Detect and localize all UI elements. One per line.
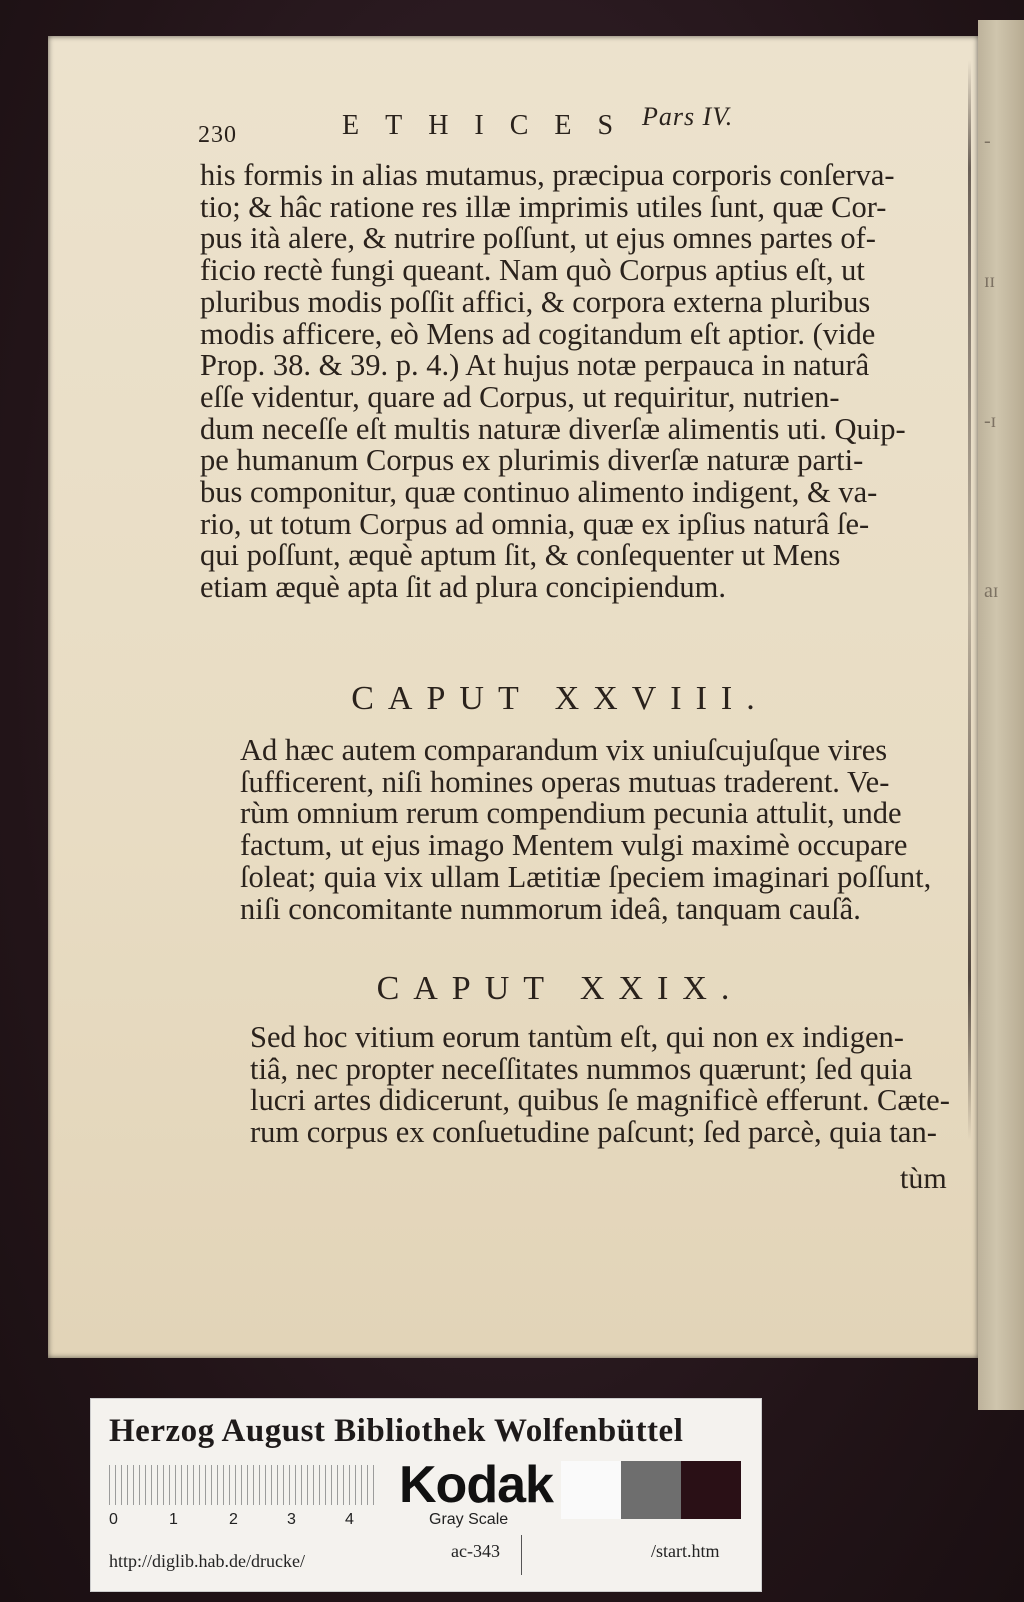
text-line: etiam æquè apta ſit ad plura concipiendum. bbox=[200, 570, 726, 605]
text-line: bus componitur, quæ continuo alimento indigent, & va- bbox=[200, 475, 878, 510]
text-line: ſufficerent, niſi homines operas mutuas traderent. Ve- bbox=[240, 764, 890, 799]
library-url: http://diglib.hab.de/drucke/ bbox=[109, 1551, 305, 1571]
text-line: qui poſſunt, æquè aptum ſit, & conſequenter ut Mens bbox=[200, 538, 841, 573]
shelfmark-code: ac-343 bbox=[451, 1541, 500, 1561]
text-line: rio, ut totum Corpus ad omnia, quæ ex ipſius naturâ ſe- bbox=[200, 506, 870, 541]
ruler-number: 4 bbox=[345, 1511, 354, 1528]
text-line: niſi concomitante nummorum ideâ, tanquam cauſâ. bbox=[240, 891, 861, 926]
text-line: Ad hæc autem comparandum vix uniuſcujuſque vires bbox=[240, 733, 888, 767]
text-line: pe humanum Corpus ex plurimis diverſæ naturæ parti- bbox=[200, 443, 864, 478]
chapter-heading-28: CAPUT XXVIII. bbox=[351, 680, 769, 717]
adjacent-page-edge: - ɪɪ -ɪ aɪ bbox=[978, 20, 1024, 1410]
text-line: pluribus modis poſſit affici, & corpora externa pluribus bbox=[200, 284, 871, 319]
text-line: ficio rectè fungi queant. Nam quò Corpus aptius eſt, ut bbox=[200, 253, 865, 288]
color-target-card bbox=[90, 1398, 762, 1592]
ruler-number: 3 bbox=[287, 1511, 296, 1528]
text-line: modis afficere, eò Mens ad cogitandum eſt aptior. (vide bbox=[200, 316, 876, 351]
text-line: lucri artes didicerunt, quibus ſe magnificè efferunt. Cæte- bbox=[250, 1083, 950, 1118]
text-line: ſoleat; quia vix ullam Lætitiæ ſpeciem imaginari poſſunt, bbox=[240, 859, 932, 894]
gray-swatch-white bbox=[561, 1461, 621, 1519]
text-line: tio; & hâc ratione res illæ imprimis utiles ſunt, quæ Cor- bbox=[200, 189, 887, 224]
text-line: tiâ, nec propter neceſſitates nummos quærunt; ſed quia bbox=[250, 1051, 913, 1086]
ruler-number: 1 bbox=[169, 1511, 178, 1528]
text-line: Sed hoc vitium eorum tantùm eſt, qui non ex indigen- bbox=[250, 1020, 904, 1054]
page-text bbox=[150, 60, 970, 1195]
gray-swatch-dark bbox=[681, 1461, 741, 1519]
text-line: Prop. 38. & 39. p. 4.) At hujus notæ perpauca in naturâ bbox=[200, 348, 870, 383]
running-title: ETHICES bbox=[342, 110, 640, 141]
text-line: rum corpus ex conſuetudine paſcunt; ſed parcè, quia tan- bbox=[250, 1115, 937, 1150]
divider bbox=[521, 1535, 522, 1575]
library-name: Herzog August Bibliothek Wolfenbüttel bbox=[109, 1413, 684, 1449]
running-head bbox=[150, 60, 970, 148]
part-label: Pars IV. bbox=[642, 102, 734, 131]
text-line: rùm omnium rerum compendium pecunia attulit, unde bbox=[240, 796, 902, 831]
ruler-number: 2 bbox=[229, 1511, 238, 1528]
text-line: his formis in alias mutamus, præcipua corporis conſerva- bbox=[200, 158, 895, 192]
text-line: pus ità alere, & nutrire poſſunt, ut ejus omnes partes of- bbox=[200, 221, 876, 256]
ruler-scale bbox=[109, 1465, 379, 1505]
gray-swatch-mid bbox=[621, 1461, 681, 1519]
page-number: 230 bbox=[198, 122, 237, 148]
gray-scale-label: Gray Scale bbox=[429, 1511, 509, 1528]
chapter-heading-29: CAPUT XXIX. bbox=[376, 970, 744, 1007]
paragraph-2 bbox=[240, 735, 940, 925]
kodak-logo: Kodak bbox=[399, 1456, 553, 1514]
text-line: eſſe videntur, quare ad Corpus, ut requiritur, nutrien- bbox=[200, 379, 840, 414]
catchword: tùm bbox=[900, 1162, 947, 1195]
text-line: dum neceſſe eſt multis naturæ diverſæ alimentis uti. Quip- bbox=[200, 411, 906, 446]
ruler-number: 0 bbox=[109, 1511, 118, 1528]
text-line: factum, ut ejus imago Mentem vulgi maximè occupare bbox=[240, 828, 908, 863]
paragraph-3 bbox=[250, 1020, 950, 1150]
start-path: /start.htm bbox=[651, 1541, 720, 1561]
paragraph-1 bbox=[200, 160, 940, 604]
